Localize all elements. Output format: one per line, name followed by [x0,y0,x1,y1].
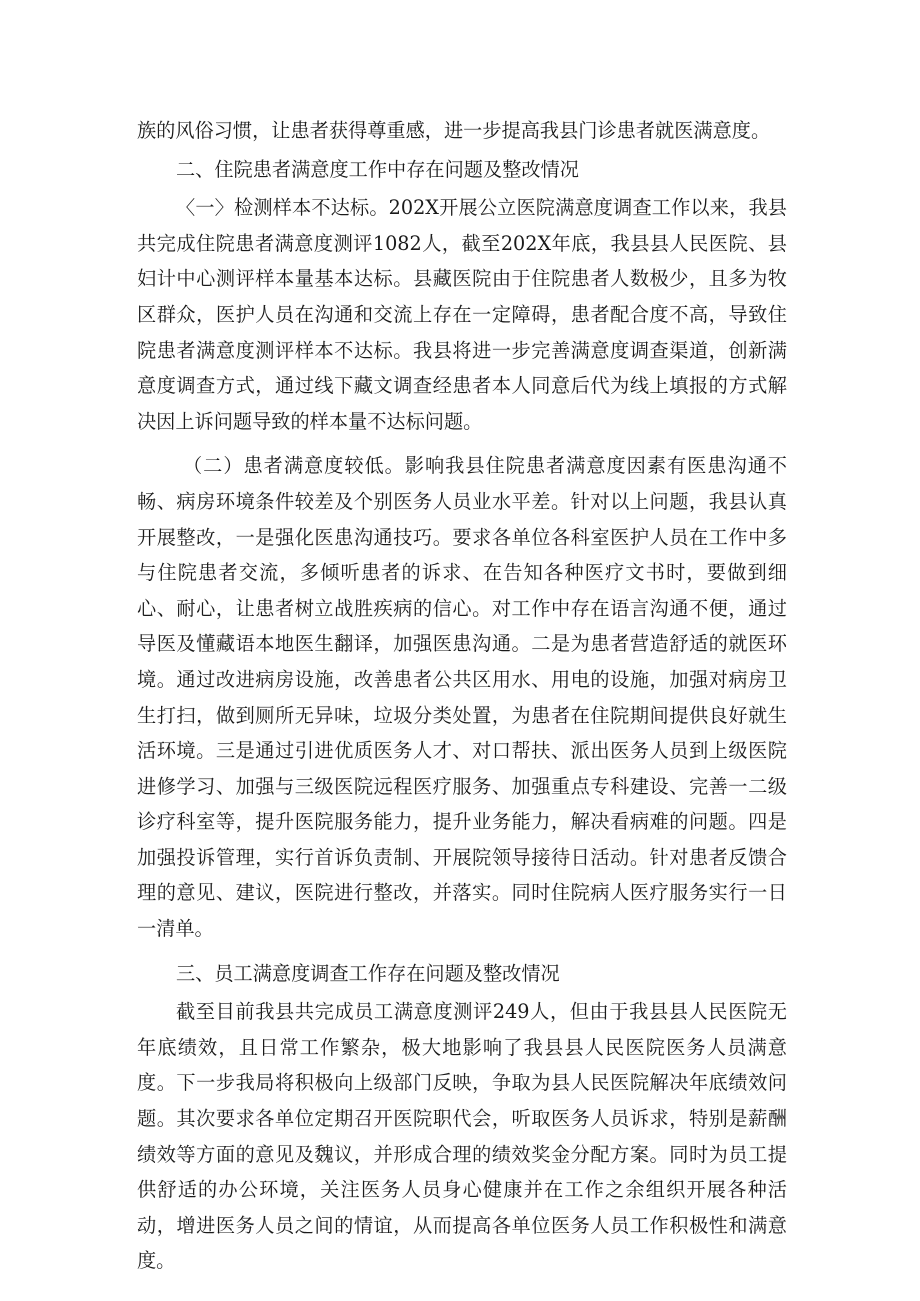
paragraph-low-satisfaction: （二）患者满意度较低。影响我县住院患者满意度因素有医患沟通不畅、病房环境条件较差及个别医务人员业水平差。针对以上问题，我县认真开展整改，一是强化医患沟通技巧。要求各单位各科室医护人员在工作中多与住院患者交流，多倾听患者的诉求、在告知各种医疗文书时，要做到细心、耐心，让患者树立战胜疾病的信心。对工作中存在语言沟通不便，通过导医及懂藏语本地医生翻译，加强医患沟通。二是为患者营造舒适的就医环境。通过改进病房设施，改善患者公共区用水、用电的设施，加强对病房卫生打扫，做到厕所无异味，垃圾分类处置，为患者在住院期间提供良好就生活环境。三是通过引进优质医务人才、对口帮扶、派出医务人员到上级医院进修学习、加强与三级医院远程医疗服务、加强重点专科建设、完善一二级诊疗科室等，提升医院服务能力，提升业务能力，解决看病难的问题。四是加强投诉管理，实行首诉负责制、开展院领导接待日活动。针对患者反馈合理的意见、建议，医院进行整改，并落实。同时住院病人医疗服务实行一日一清单。 [137,454,787,941]
paragraph-continuation: 族的风俗习惯，让患者获得尊重感，进一步提高我县门诊患者就医满意度。 [137,119,771,142]
section-heading-staff: 三、员工满意度调查工作存在问题及整改情况 [176,961,560,985]
paragraph-sample-not-met: 〈一〉检测样本不达标。202X开展公立医院满意度调查工作以来，我县共完成住院患者满意度测评1082人，截至202X年底，我县县人民医院、县妇计中心测评样本量基本达标。县藏医院由于住院患者人数极少，且多为牧区群众，医护人员在沟通和交流上存在一定障碍，患者配合度不高，导致住院患者满意度测评样本不达标。我县将进一步完善满意度调查渠道，创新满意度调查方式，通过线下藏文调查经患者本人同意后代为线上填报的方式解决因上诉问题导致的样本量不达标问题。 [137,196,787,433]
section-heading-inpatient: 二、住院患者满意度工作中存在问题及整改情况 [176,157,579,181]
document-body [137,113,787,1279]
paragraph-staff-satisfaction: 截至目前我县共完成员工满意度测评249人，但由于我县县人民医院无年底绩效，且日常工作繁杂，极大地影响了我县县人民医院医务人员满意度。下一步我局将积极向上级部门反映，争取为县人民医院解决年底绩效问题。其次要求各单位定期召开医院职代会，听取医务人员诉求，特别是薪酬绩效等方面的意见及魏议，并形成合理的绩效奖金分配方案。同时为员工提供舒适的办公环境，关注医务人员身心健康并在工作之余组织开展各种活动，增进医务人员之间的情谊，从而提高各单位医务人员工作积极性和满意度。 [137,1000,787,1273]
